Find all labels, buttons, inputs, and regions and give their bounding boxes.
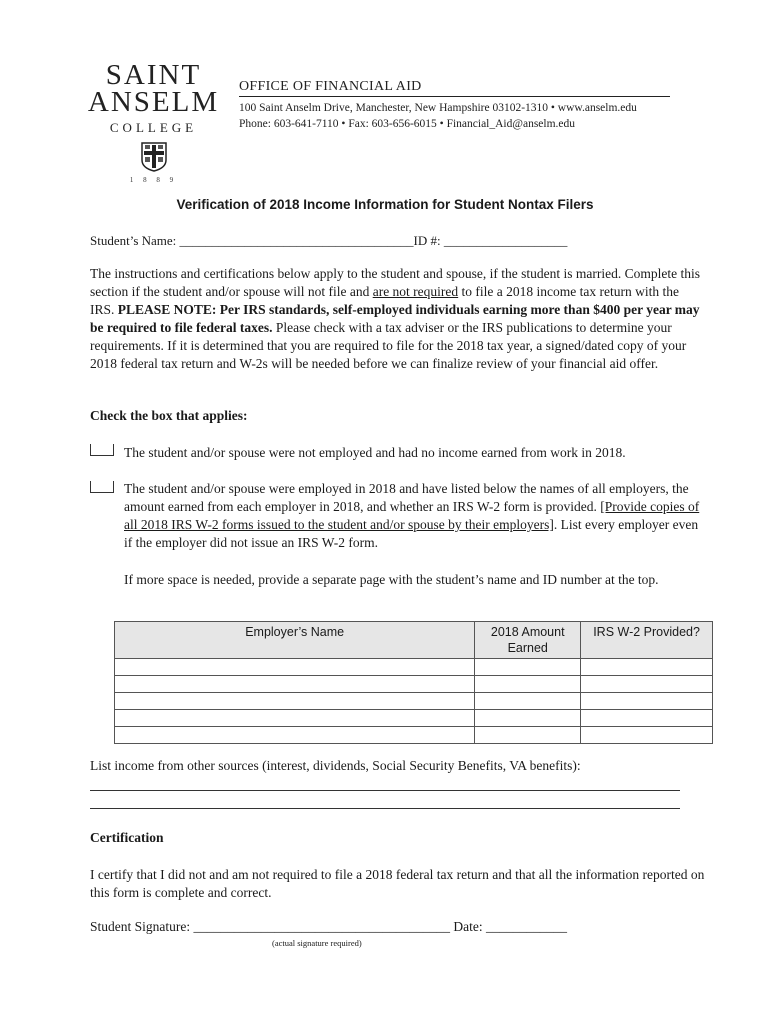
other-income-line-2[interactable] — [90, 808, 680, 809]
employer-name-cell[interactable] — [115, 676, 475, 693]
space-note: If more space is needed, provide a separate page with the student’s name and ID number at the top. — [124, 572, 659, 587]
college-crest-icon — [141, 142, 167, 172]
student-name-label: Student’s Name: — [90, 233, 177, 248]
signature-note: (actual signature required) — [272, 938, 362, 948]
w2-cell[interactable] — [581, 659, 713, 676]
w2-cell[interactable] — [581, 727, 713, 744]
certification-text: I certify that I did not and am not required to file a 2018 federal tax return and that all the information reported on this form is complete and correct. — [90, 867, 705, 900]
office-contact — [239, 100, 637, 132]
logo-line-college: COLLEGE — [109, 120, 198, 135]
instructions-text: to file a 2018 income tax return with the IRS. — [90, 284, 679, 317]
instructions-underlined: are not required — [372, 284, 459, 299]
date-field[interactable]: ____________ — [486, 919, 567, 934]
amount-cell[interactable] — [475, 727, 581, 744]
table-row — [115, 693, 713, 710]
amount-cell[interactable] — [475, 693, 581, 710]
form-title: Verification of 2018 Income Information for Student Nontax Filers — [176, 197, 594, 212]
employer-name-cell[interactable] — [115, 727, 475, 744]
instructions-notice: PLEASE NOTE: Per IRS standards, self-employed individuals earning more than $400 per year may be required to file federal taxes. — [90, 302, 700, 335]
other-income-label: List income from other sources (interest, dividends, Social Security Benefits, VA benefits): — [90, 758, 581, 773]
amount-cell[interactable] — [475, 710, 581, 727]
option2-checkbox[interactable] — [90, 481, 114, 493]
table-header-row — [115, 622, 713, 659]
college-logo — [86, 59, 221, 184]
logo-line-saint: SAINT — [105, 59, 202, 91]
employer-name-cell[interactable] — [115, 710, 475, 727]
w2-cell[interactable] — [581, 710, 713, 727]
signature-row — [90, 919, 567, 935]
header-divider — [239, 96, 670, 97]
table-row — [115, 659, 713, 676]
student-id-field[interactable]: ___________________ — [443, 233, 568, 248]
other-income-line-1[interactable] — [90, 790, 680, 791]
table-row — [115, 727, 713, 744]
contact-line: Phone: 603-641-7110 • Fax: 603-656-6015 • Financial_Aid@anselm.edu — [239, 118, 576, 130]
table-row — [115, 710, 713, 727]
signature-field[interactable]: ______________________________________ — [193, 919, 450, 934]
option1-label: The student and/or spouse were not employed and had no income earned from work in 2018. — [124, 445, 626, 460]
header-w2-provided: IRS W-2 Provided? — [581, 622, 713, 659]
w2-cell[interactable] — [581, 693, 713, 710]
option2-underlined: [Provide copies of all 2018 IRS W-2 forms issued to the student and/or spouse by their employers] — [124, 499, 700, 532]
option2-text: The student and/or spouse were employed in 2018 and have listed below the names of all employers, the amount earned from each employer in 2018, and whether an IRS W-2 form is provided. — [124, 481, 689, 514]
amount-cell[interactable] — [475, 676, 581, 693]
student-name-field[interactable]: ____________________________________ — [179, 233, 414, 248]
office-title: OFFICE OF FINANCIAL AID — [239, 79, 422, 94]
logo-line-anselm: ANSELM — [87, 86, 220, 118]
option1-checkbox[interactable] — [90, 444, 114, 456]
signature-label: Student Signature: — [90, 919, 191, 934]
employer-table — [114, 621, 713, 744]
instructions-paragraph — [90, 265, 700, 373]
table-row — [115, 676, 713, 693]
header-employer-name: Employer’s Name — [115, 622, 475, 659]
employer-name-cell[interactable] — [115, 693, 475, 710]
amount-cell[interactable] — [475, 659, 581, 676]
student-info-fields — [90, 233, 567, 249]
date-label: Date: — [453, 919, 483, 934]
logo-year: 1 8 8 9 — [129, 176, 178, 184]
instructions-text: Please check with a tax adviser or the IRS publications to determine your requirements. If it is determined that you are required to file for the 2018 tax year, a signed/dated copy of your 2018 federal tax return and W-2s will be needed before we can finalize review of your financial aid offer. — [90, 320, 687, 371]
check-heading: Check the box that applies: — [90, 408, 248, 423]
address-line: 100 Saint Anselm Drive, Manchester, New Hampshire 03102-1310 • www.anselm.edu — [239, 102, 637, 114]
employer-name-cell[interactable] — [115, 659, 475, 676]
header-amount-earned: 2018 Amount Earned — [475, 622, 581, 659]
certification-heading: Certification — [90, 830, 164, 845]
w2-cell[interactable] — [581, 676, 713, 693]
option2-text: . List every employer even if the employer did not issue an IRS W-2 form. — [124, 517, 699, 550]
student-id-label: ID #: — [413, 233, 441, 248]
instructions-text: The instructions and certifications below apply to the student and spouse, if the student is married. Complete this section if the student and/or spouse will not file and — [90, 266, 700, 299]
option2-label — [124, 480, 709, 552]
